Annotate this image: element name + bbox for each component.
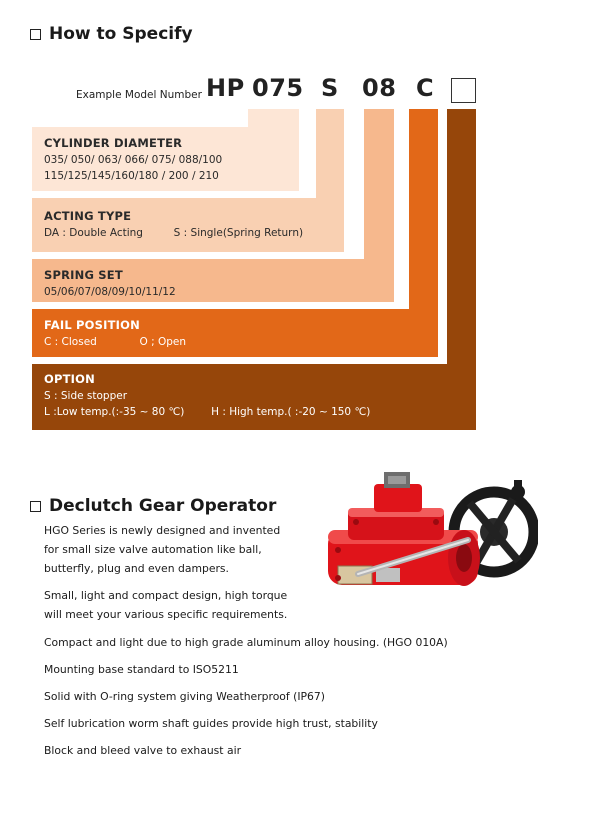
how-to-specify-heading	[30, 24, 193, 44]
feature-1: Compact and light due to high grade aluminum alloy housing. (HGO 010A)	[44, 636, 448, 649]
cylinder-connector	[248, 109, 299, 127]
intro-line: HGO Series is newly designed and invented	[44, 524, 281, 537]
fail-position-band	[32, 309, 438, 357]
cylinder-diameter-band	[32, 127, 299, 191]
option-title: OPTION	[44, 372, 95, 386]
design-paragraph	[44, 586, 287, 624]
fail-options	[44, 336, 438, 348]
design-line: Small, light and compact design, high torque	[44, 589, 288, 602]
acting-connector	[316, 109, 344, 198]
gear-operator-image	[318, 470, 538, 615]
acting-double: DA : Double Acting	[44, 227, 143, 239]
intro-line: for small size valve automation like ball,	[44, 543, 262, 556]
option-high-temp: H : High temp.( :-20 ~ 150 ℃)	[211, 406, 371, 418]
acting-type-band	[32, 198, 344, 252]
code-hp: HP	[206, 74, 245, 102]
fail-connector	[409, 109, 438, 309]
cylinder-values-2: 115/125/145/160/180 / 200 / 210	[44, 170, 219, 182]
checkbox-square-icon	[30, 501, 41, 512]
feature-2: Mounting base standard to ISO5211	[44, 663, 239, 676]
option-code-box	[451, 78, 476, 103]
intro-line: butterfly, plug and even dampers.	[44, 562, 229, 575]
acting-single: S : Single(Spring Return)	[173, 227, 304, 239]
spring-set-band	[32, 259, 394, 302]
feature-4: Self lubrication worm shaft guides provide high trust, stability	[44, 717, 378, 730]
feature-3: Solid with O-ring system giving Weatherproof (IP67)	[44, 690, 325, 703]
option-band	[32, 364, 476, 430]
declutch-heading	[30, 496, 276, 516]
option-temps	[44, 406, 476, 418]
option-connector	[447, 109, 476, 364]
spring-title: SPRING SET	[44, 268, 123, 282]
acting-title: ACTING TYPE	[44, 209, 132, 223]
acting-options	[44, 227, 344, 239]
section-title: Declutch Gear Operator	[49, 496, 277, 516]
section-title: How to Specify	[49, 24, 193, 44]
code-cylinder: 075	[252, 74, 304, 102]
code-spring: 08	[362, 74, 397, 102]
checkbox-square-icon	[30, 29, 41, 40]
code-fail: C	[416, 74, 435, 102]
code-acting: S	[321, 74, 339, 102]
cylinder-values-1: 035/ 050/ 063/ 066/ 075/ 088/100	[44, 154, 223, 166]
fail-title: FAIL POSITION	[44, 318, 140, 332]
example-model-label: Example Model Number	[76, 89, 202, 101]
cylinder-title: CYLINDER DIAMETER	[44, 136, 183, 150]
design-line: will meet your various specific requirements.	[44, 608, 288, 621]
feature-5: Block and bleed valve to exhaust air	[44, 744, 242, 757]
fail-open: O ; Open	[139, 336, 187, 348]
fail-closed: C : Closed	[44, 336, 97, 348]
intro-paragraph	[44, 521, 280, 578]
spring-values: 05/06/07/08/09/10/11/12	[44, 286, 176, 298]
option-low-temp: L :Low temp.(:-35 ~ 80 ℃)	[44, 406, 185, 418]
option-side-stopper: S : Side stopper	[44, 390, 128, 402]
spring-connector	[364, 109, 394, 259]
